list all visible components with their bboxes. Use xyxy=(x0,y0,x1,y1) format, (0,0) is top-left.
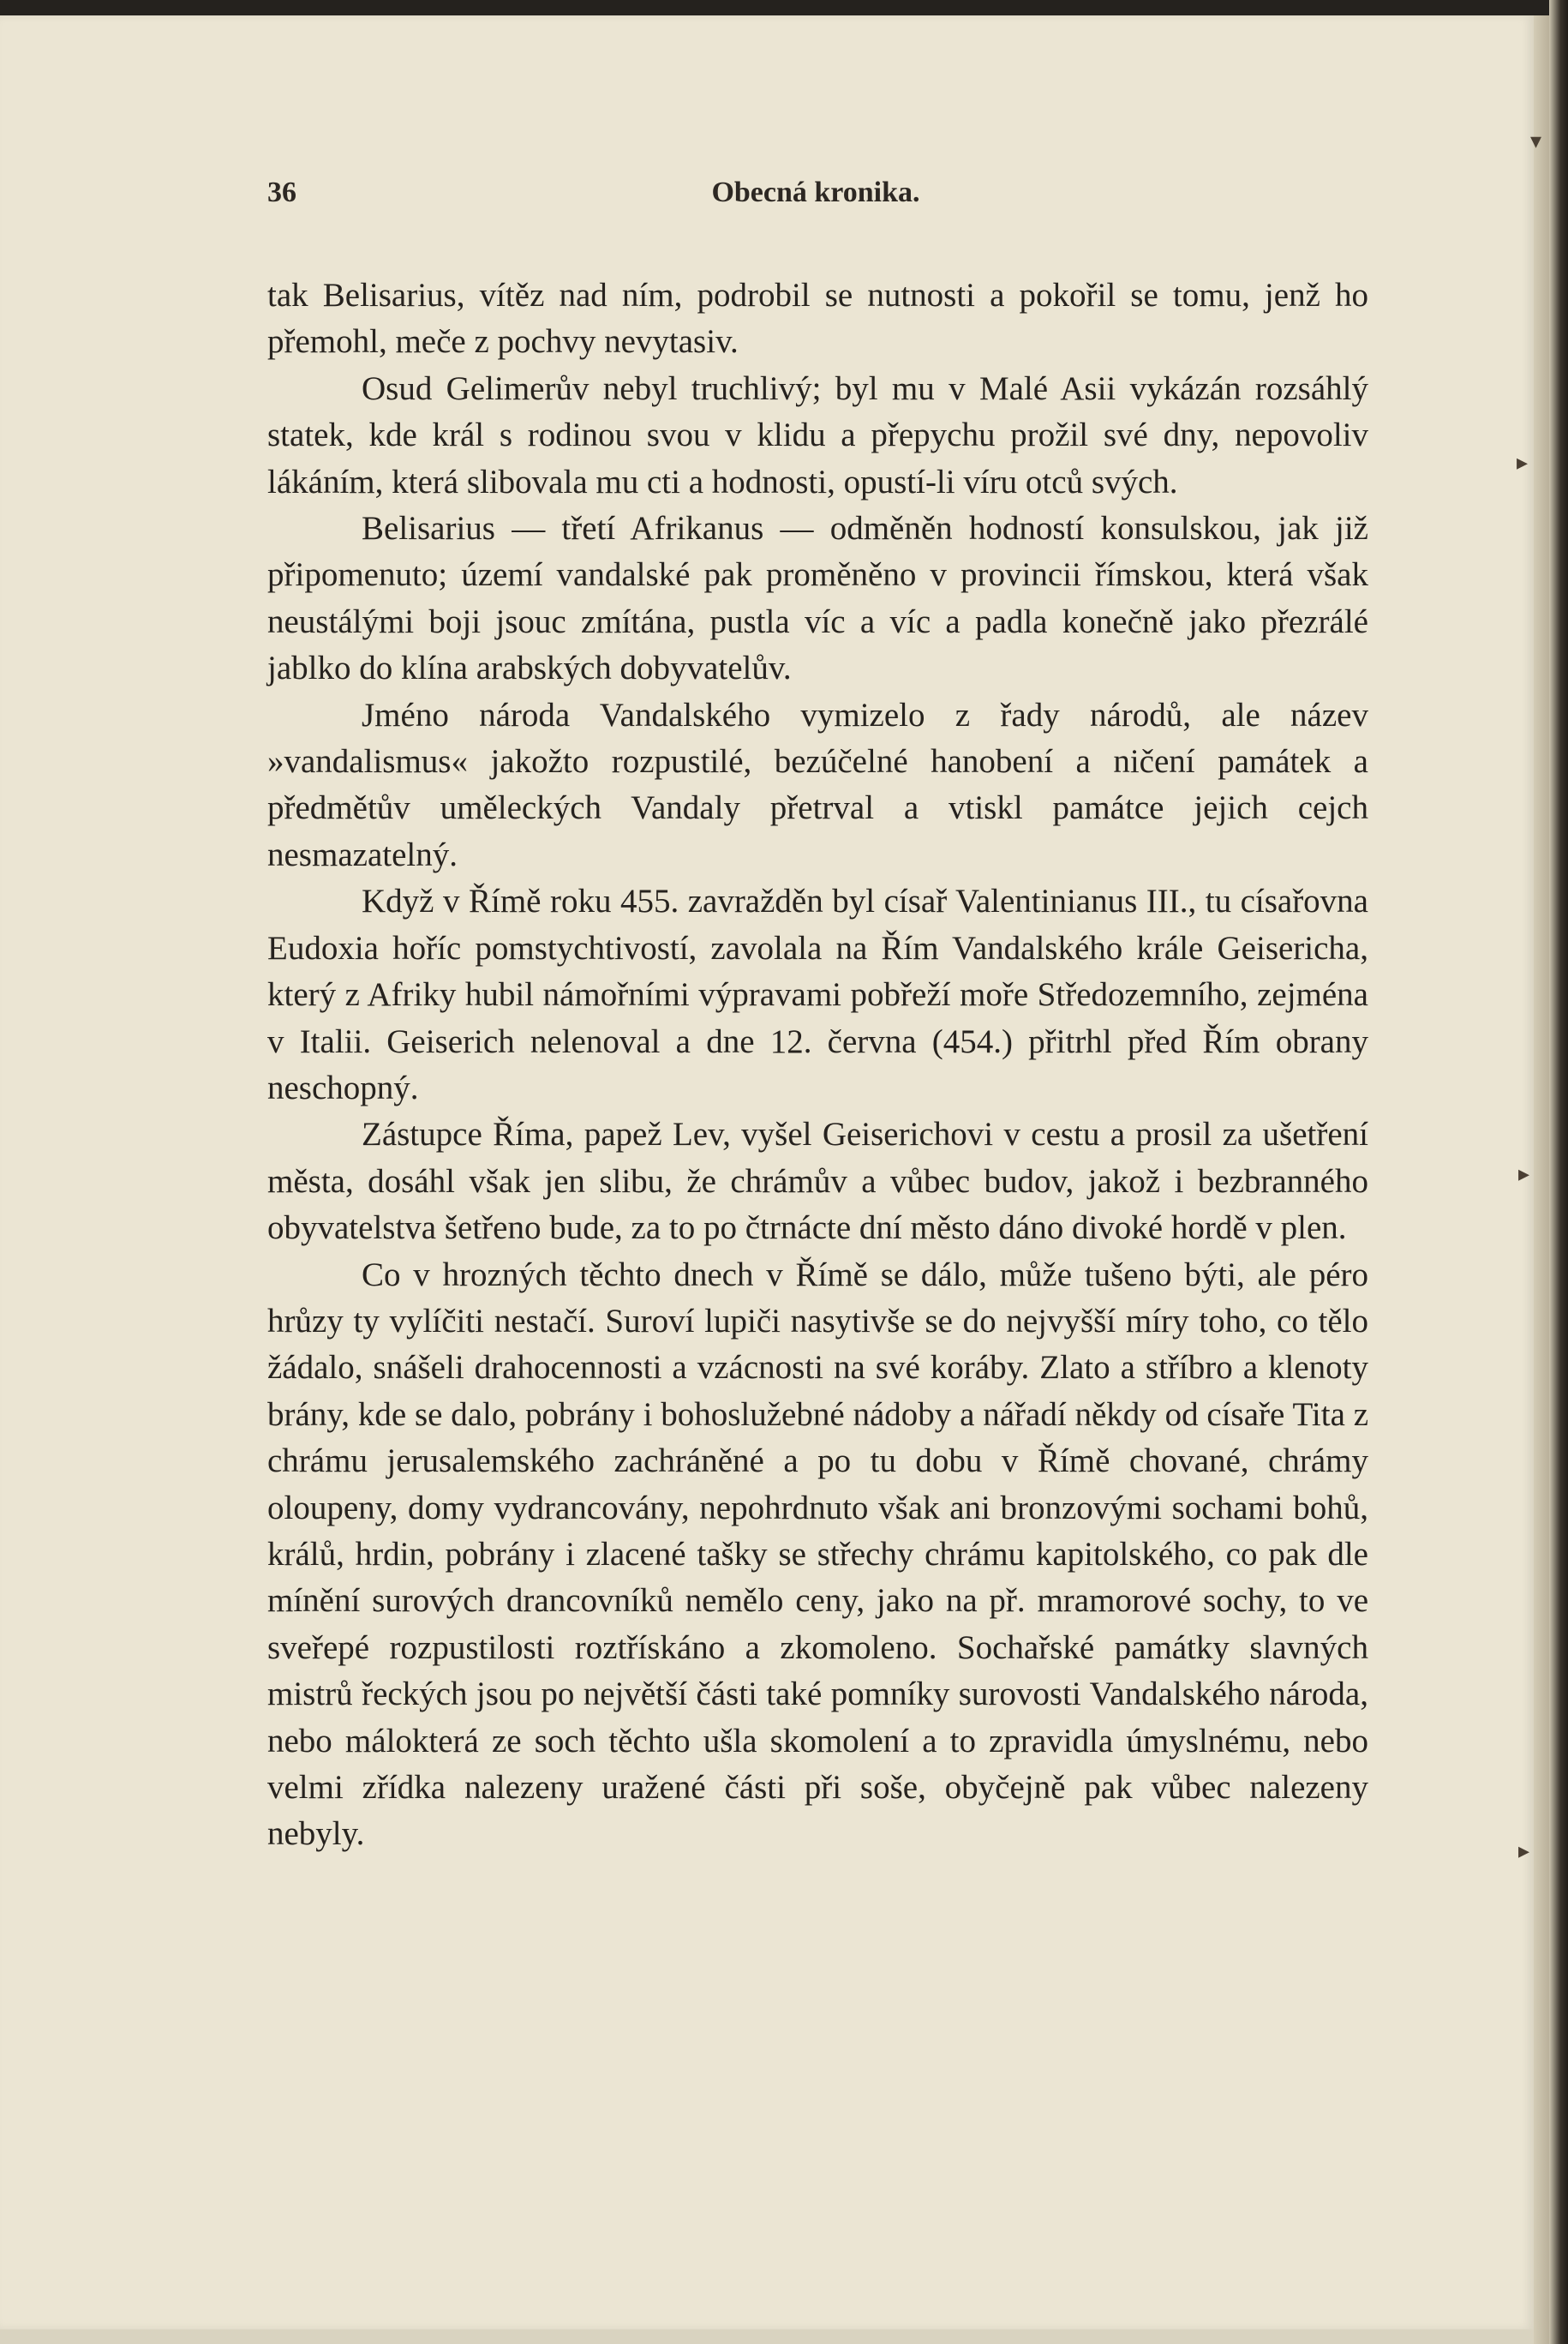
margin-mark: ▸ xyxy=(1518,1838,1530,1863)
scan-border-right xyxy=(1549,0,1568,2344)
body-text xyxy=(267,273,1368,1858)
paragraph: Osud Gelimerův nebyl truchlivý; byl mu v Malé Asii vykázán rozsáhlý statek, kde král s rodinou svou v klidu a přepychu prožil své dny, nepovoliv lákáním, která slibovala mu cti a hodnosti, opustí-li víru otců svých. xyxy=(267,369,1368,501)
paragraph: Co v hrozných těchto dnech v Římě se dálo, může tušeno býti, ale péro hrůzy ty vylíčiti nestačí. Suroví lupiči nasytivše se do nejvyšší míry toho, co tělo žádalo, snášeli drahocennosti a vzácnosti na své koráby. Zlato a stříbro a klenoty brány, kde se dalo, pobrány i bohoslužebné nádoby a nářadí někdy od císaře Tita z chrámu jerusalemského zachráněné a po tu dobu v Římě chované, chrámy oloupeny, domy vydrancovány, nepohrdnuto však ani bronzovými sochami bohů, králů, hrdin, pobrány i zlacené tašky se střechy chrámu kapitolského, co pak dle mínění surových drancovníků nemělo ceny, jako na př. mramorové sochy, to ve sveřepé rozpustilosti roztřískáno a zkomoleno. Sochařské památky slavných mistrů řeckých jsou po největší části také pomníky surovosti Vandalského národa, nebo málokterá ze soch těchto ušla skomolení a to zpravidla úmyslnému, nebo velmi zřídka nalezeny uražené části při soše, obyčejně pak vůbec nalezeny nebyly. xyxy=(267,1256,1368,1853)
margin-mark: ▾ xyxy=(1530,129,1542,153)
page-edge xyxy=(1534,15,1549,2344)
paragraph: Když v Římě roku 455. zavražděn byl císař Valentinianus III., tu císařovna Eudoxia hoříc pomstychtivostí, zavolala na Řím Vandalského krále Geisericha, který z Afriky hubil námořními výpravami pobřeží moře Středozemního, zejména v Italii. Geiserich nelenoval a dne 12. června (454.) přitrhl před Řím obrany neschopný. xyxy=(267,883,1368,1106)
page-header xyxy=(267,177,1364,219)
margin-mark: ▸ xyxy=(1518,1161,1530,1186)
running-title: Obecná kronika. xyxy=(711,177,920,208)
paragraph: Jméno národa Vandalského vymizelo z řady národů, ale název »vandalismus« jakožto rozpustilé, bezúčelné hanobení a ničení památek a předmětův uměleckých Vandaly přetrval a vtiskl památce jejich cejch nesmazatelný. xyxy=(267,696,1368,873)
paragraph: tak Belisarius, vítěz nad ním, podrobil se nutnosti a pokořil se tomu, jenž ho přemohl, meče z pochvy nevytasiv. xyxy=(267,277,1368,361)
scan-border-top xyxy=(0,0,1568,15)
paragraph: Zástupce Říma, papež Lev, vyšel Geiserichovi v cestu a prosil za ušetření města, dosáhl však jen slibu, že chrámův a vůbec budov, jakož i bezbranného obyvatelstva šetřeno bude, za to po čtrnácte dní město dáno divoké hordě v plen. xyxy=(267,1116,1368,1247)
margin-mark: ▸ xyxy=(1517,450,1529,475)
paragraph: Belisarius — třetí Afrikanus — odměněn hodností konsulskou, jak již připomenuto; území vandalské pak proměněno v provincii římskou, která však neustálými boji jsouc zmítána, pustla víc a víc a padla konečně jako přezrálé jablko do klína arabských dobyvatelův. xyxy=(267,510,1368,687)
page-number: 36 xyxy=(267,177,296,208)
